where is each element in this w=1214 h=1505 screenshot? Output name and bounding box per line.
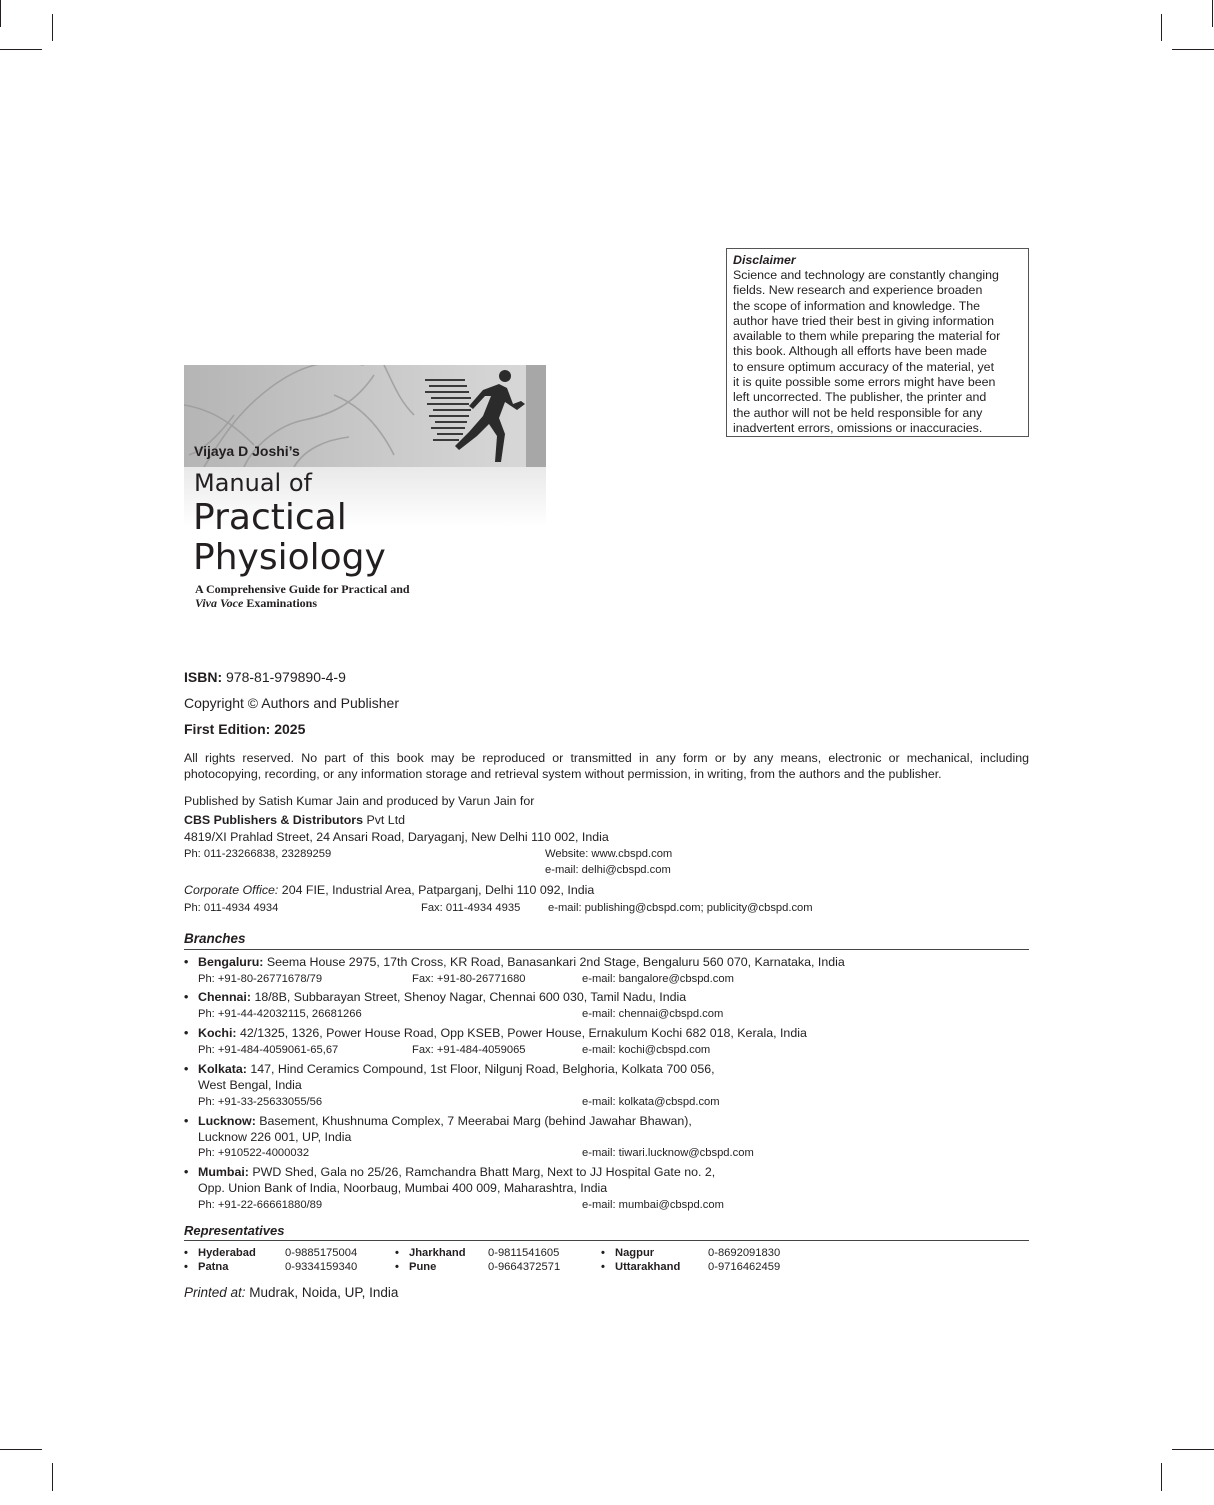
rep-phone: 0-9885175004 [285,1247,358,1259]
disclaimer-title: Disclaimer [733,253,796,267]
publisher-name-bold: CBS Publishers & Distributors [184,813,364,827]
crop-mark [1161,1463,1162,1491]
isbn-line [184,669,346,686]
branch-address-line2: Lucknow 226 001, UP, India [198,1130,352,1144]
branch-email: e-mail: mumbai@cbspd.com [582,1199,724,1211]
branch-address-line2: Opp. Union Bank of India, Noorbaug, Mumbai 400 009, Maharashtra, India [198,1181,608,1195]
branch-fax: Fax: +91-80-26771680 [412,973,526,985]
rights-line2: photocopying, recording, or any information storage and retrieval system without permission, in writing, from the authors and the publisher. [184,767,942,781]
printed-label: Printed at: [184,1285,246,1300]
branch-mumbai [198,1165,715,1180]
rep-city: • Pune [409,1260,436,1274]
publisher-name-rest: Pvt Ltd [363,813,406,827]
branch-phone: Ph: +91-80-26771678/79 [198,973,323,985]
disclaimer-line: Science and technology are constantly changing [733,268,999,282]
printed-at [184,1285,398,1301]
crop-mark [52,1463,53,1491]
corporate-office [184,883,594,898]
published-by: Published by Satish Kumar Jain and produced by Varun Jain for [184,794,535,808]
branch-email: e-mail: kochi@cbspd.com [582,1044,711,1056]
corporate-fax: Fax: 011-4934 4935 [421,902,521,914]
rep-phone: 0-8692091830 [708,1247,781,1259]
branch-city: Lucknow: [198,1114,256,1128]
publisher-email: e-mail: delhi@cbspd.com [545,864,671,876]
branch-fax: Fax: +91-484-4059065 [412,1044,526,1056]
branch-address: 147, Hind Ceramics Compound, 1st Floor, Nilgunj Road, Belghoria, Kolkata 700 056, [246,1062,715,1076]
cover-subtitle-rest: Examinations [243,596,318,610]
representatives-rule [184,1240,1029,1241]
branch-bengaluru [198,955,845,970]
cover-title-line1: Manual of [194,469,312,497]
corporate-email: e-mail: publishing@cbspd.com; publicity@cbspd.com [548,902,813,914]
branches-heading: Branches [184,931,246,946]
disclaimer-line: the scope of information and knowledge. The [733,298,981,313]
branch-kolkata [198,1062,715,1077]
publisher-name [184,813,405,828]
rep-city: • Hyderabad [198,1246,256,1260]
disclaimer-line: inadvertent errors, omissions or inaccuracies. [733,420,983,435]
crop-mark [1172,1449,1214,1450]
disclaimer-line: fields. New research and experience broaden [733,283,983,298]
branch-phone: Ph: +91-484-4059061-65,67 [198,1044,339,1056]
runner-icon [425,366,525,466]
disclaimer-box [726,248,1029,437]
branch-email: e-mail: kolkata@cbspd.com [582,1096,720,1108]
branch-email: e-mail: bangalore@cbspd.com [582,973,734,985]
corporate-phone: Ph: 011-4934 4934 [184,902,279,914]
edition-line: First Edition: 2025 [184,721,306,737]
disclaimer-line: the author will not be held responsible for any [733,405,983,420]
disclaimer-line: it is quite possible some errors might have been [733,375,996,390]
crop-mark [1161,14,1162,41]
isbn-value: 978-81-979890-4-9 [222,669,346,685]
cover-band [526,365,546,467]
branch-city: Chennai: [198,990,252,1004]
rep-city: • Jharkhand [409,1246,466,1260]
branch-phone: Ph: +91-33-25633055/56 [198,1096,323,1108]
branch-email: e-mail: chennai@cbspd.com [582,1008,724,1020]
branch-city: Mumbai: [198,1165,249,1179]
cover-title-line3: Physiology [193,537,386,578]
printed-value: Mudrak, Noida, UP, India [245,1285,399,1300]
branch-kochi [198,1026,807,1041]
branch-address: 42/1325, 1326, Power House Road, Opp KSEB, Power House, Ernakulum Kochi 682 018, Kerala, India [236,1026,807,1040]
rep-city: • Patna [198,1260,228,1274]
rep-phone: 0-9811541605 [488,1247,560,1259]
rights-line1: All rights reserved. No part of this book may be reproduced or transmitted in any form or by any means, electronic or mechanical, including [184,751,1029,765]
branch-address: PWD Shed, Gala no 25/26, Ramchandra Bhatt Marg, Next to JJ Hospital Gate no. 2, [248,1165,716,1179]
branch-phone: Ph: +91-22-66661880/89 [198,1199,323,1211]
crop-mark [0,1449,42,1450]
cover-subtitle-line1: A Comprehensive Guide for Practical and [195,582,410,596]
disclaimer-line: author have tried their best in giving information [733,313,995,328]
branch-chennai [198,990,686,1005]
rep-city: • Uttarakhand [615,1260,680,1274]
crop-mark [1212,0,1213,27]
branch-lucknow [198,1114,692,1129]
branch-address: Seema House 2975, 17th Cross, KR Road, Banasankari 2nd Stage, Bengaluru 560 070, Karnataka, India [263,955,845,969]
crop-mark [0,49,42,50]
rep-phone: 0-9664372571 [488,1261,561,1273]
branch-address: 18/8B, Subbarayan Street, Shenoy Nagar, Chennai 600 030, Tamil Nadu, India [251,990,687,1004]
branches-rule [184,949,1029,950]
crop-mark [0,0,1,27]
rep-city: • Nagpur [615,1246,654,1260]
publisher-website: Website: www.cbspd.com [545,848,673,860]
disclaimer-line: to ensure optimum accuracy of the material, yet [733,359,995,374]
crop-mark [1172,49,1214,50]
branch-email: e-mail: tiwari.lucknow@cbspd.com [582,1147,754,1159]
branch-address: Basement, Khushnuma Complex, 7 Meerabai Marg (behind Jawahar Bhawan), [255,1114,692,1128]
publisher-phone: Ph: 011-23266838, 23289259 [184,848,332,860]
disclaimer-line: available to them while preparing the material for [733,329,1001,344]
rep-phone: 0-9334159340 [285,1261,358,1273]
corporate-address: 204 FIE, Industrial Area, Patparganj, Delhi 110 092, India [278,883,595,897]
disclaimer-line: left uncorrected. The publisher, the printer and [733,390,987,405]
branch-address-line2: West Bengal, India [198,1078,302,1092]
publisher-address: 4819/XI Prahlad Street, 24 Ansari Road, Daryaganj, New Delhi 110 002, India [184,830,609,844]
cover-title-line2: Practical [193,497,347,538]
rep-phone: 0-9716462459 [708,1261,781,1273]
copyright-line: Copyright © Authors and Publisher [184,695,399,711]
branch-phone: Ph: +910522-4000032 [198,1147,310,1159]
disclaimer-line: this book. Although all efforts have been made [733,344,987,359]
cover-subtitle-line2 [195,596,317,610]
branch-city: Kochi: [198,1026,237,1040]
isbn-label: ISBN: [184,669,223,685]
corporate-label: Corporate Office: [184,883,279,897]
branch-city: Bengaluru: [198,955,264,969]
cover-subtitle-italic: Viva Voce [195,596,244,610]
disclaimer-text [733,268,1022,436]
representatives-heading: Representatives [184,1223,285,1238]
branch-city: Kolkata: [198,1062,247,1076]
crop-mark [52,14,53,41]
branch-phone: Ph: +91-44-42032115, 26681266 [198,1008,362,1020]
cover-author: Vijaya D Joshi’s [194,443,300,459]
